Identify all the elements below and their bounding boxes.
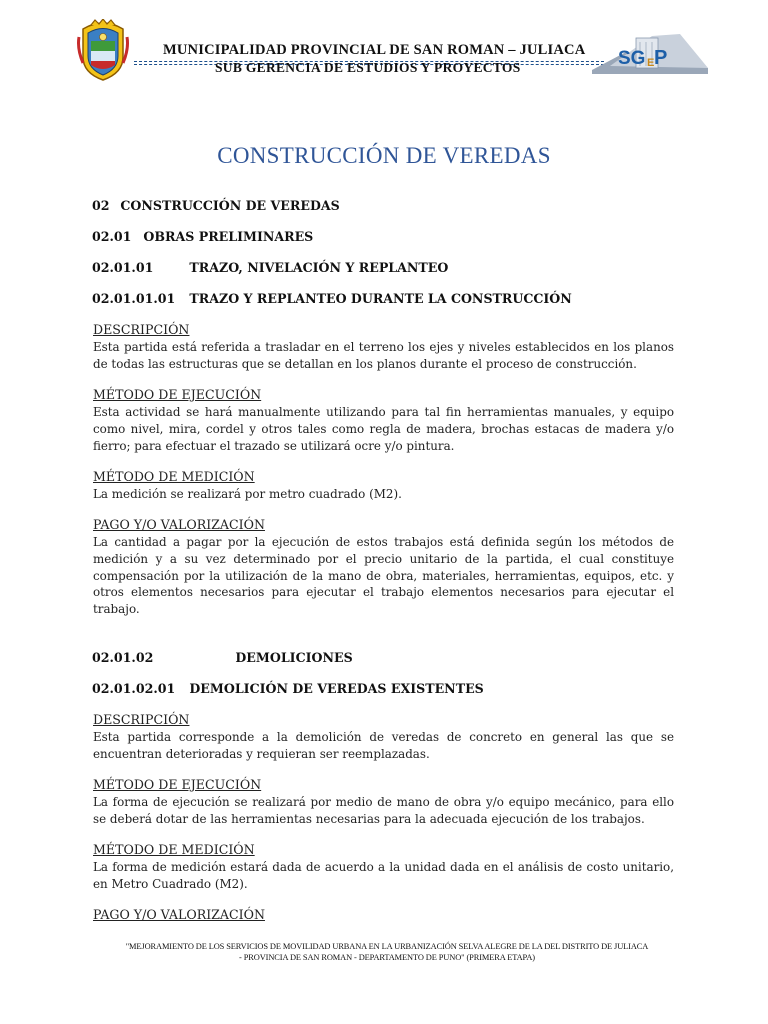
section-heading-02: [92, 198, 340, 213]
section-title: TRAZO Y REPLANTEO DURANTE LA CONSTRUCCIÓN: [189, 291, 572, 306]
section-code: 02: [92, 198, 110, 213]
section-title: DEMOLICIÓN DE VEREDAS EXISTENTES: [189, 681, 484, 696]
sgep-logo-icon: [592, 30, 708, 74]
footer-project-line2: - PROVINCIA DE SAN ROMAN - DEPARTAMENTO DE PUNO" (PRIMERA ETAPA): [239, 953, 535, 962]
section-code: 02.01.01.01: [92, 291, 176, 306]
section-code: 02.01.01: [92, 260, 154, 275]
org-subunit: SUB GERENCIA DE ESTUDIOS Y PROYECTOS: [215, 60, 521, 75]
section-heading-02-01: [92, 229, 313, 244]
page-header: [0, 0, 768, 90]
pago-label: PAGO Y/O VALORIZACIÓN: [93, 907, 265, 922]
metodo-ejecucion-label: MÉTODO DE EJECUCIÓN: [93, 387, 262, 402]
section-title: DEMOLICIONES: [235, 650, 353, 665]
section-title: OBRAS PRELIMINARES: [143, 229, 314, 244]
org-name: MUNICIPALIDAD PROVINCIAL DE SAN ROMAN – JULIACA: [163, 42, 586, 58]
section-heading-02-01-01-01: [92, 291, 572, 306]
pago-text: La cantidad a pagar por la ejecución de estos trabajos está definida según los métodos de medición y a su vez determinado por el precio unitario de la partida, el cual constituye compensación por la utilización de la mano de obra, materiales, herramientas, equipos, etc. y otros elementos necesarios para ejecutar el trabajo elementos necesarios para ejecutar el trabajo.: [93, 535, 674, 617]
section-heading-02-01-02-01: [92, 681, 484, 696]
section-heading-02-01-01: [92, 260, 448, 275]
metodo-medicion-label: MÉTODO DE MEDICIÓN: [93, 842, 255, 857]
municipal-seal-icon: [77, 19, 129, 81]
section-heading-02-01-02: [92, 650, 353, 665]
section-code: 02.01.02.01: [92, 681, 176, 696]
section-title: TRAZO, NIVELACIÓN Y REPLANTEO: [189, 260, 449, 275]
descripcion-label: DESCRIPCIÓN: [93, 712, 190, 727]
footer-project-line1: "MEJORAMIENTO DE LOS SERVICIOS DE MOVILIDAD URBANA EN LA URBANIZACIÓN SELVA ALEGRE DE LA DEL DISTRITO DE JULIACA: [125, 942, 649, 951]
svg-text:SG: SG: [618, 48, 646, 69]
metodo-ejecucion-text: Esta actividad se hará manualmente utilizando para tal fin herramientas manuales, y equipo como nivel, mira, cordel y otros tales como regla de madera, brochas estacas de madera y/o fierro; para efectuar el trazado se utilizará ocre y/o pintura.: [93, 405, 674, 453]
pago-label: PAGO Y/O VALORIZACIÓN: [93, 517, 265, 532]
section-title: CONSTRUCCIÓN DE VEREDAS: [120, 198, 340, 213]
document-title: CONSTRUCCIÓN DE VEREDAS: [217, 143, 551, 168]
section-code: 02.01: [92, 229, 132, 244]
svg-text:P: P: [654, 47, 668, 69]
descripcion-label: DESCRIPCIÓN: [93, 322, 190, 337]
descripcion-text: Esta partida corresponde a la demolición de veredas de concreto en general las que se encuentran deterioradas y requieran ser reemplazadas.: [93, 730, 674, 761]
section-code: 02.01.02: [92, 650, 154, 665]
descripcion-text: Esta partida está referida a trasladar en el terreno los ejes y niveles establecidos en los planos de todas las estructuras que se detallan en los planos durante el proceso de construcción.: [93, 340, 674, 371]
metodo-ejecucion-label: MÉTODO DE EJECUCIÓN: [93, 777, 262, 792]
page-footer: [92, 941, 682, 963]
metodo-medicion-label: MÉTODO DE MEDICIÓN: [93, 469, 255, 484]
svg-text:E: E: [647, 57, 655, 69]
metodo-medicion-text: La medición se realizará por metro cuadrado (M2).: [93, 487, 402, 501]
metodo-ejecucion-text: La forma de ejecución se realizará por medio de mano de obra y/o equipo mecánico, para ello se deberá dotar de las herramientas necesarias para la adecuada ejecución de los trabajos.: [93, 795, 674, 826]
metodo-medicion-text: La forma de medición estará dada de acuerdo a la unidad dada en el análisis de costo unitario, en Metro Cuadrado (M2).: [93, 860, 674, 891]
